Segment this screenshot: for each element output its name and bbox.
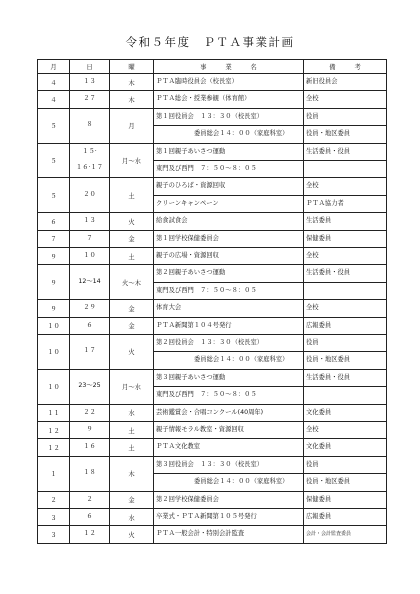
table-row bbox=[38, 508, 387, 525]
table-row bbox=[38, 74, 387, 91]
notes-line: 役員・地区委員 bbox=[304, 125, 386, 142]
cell-day bbox=[70, 91, 110, 108]
table-row bbox=[38, 178, 387, 213]
header-month: 月 bbox=[38, 60, 70, 74]
cell-notes bbox=[304, 300, 387, 317]
day-line: ２２ bbox=[83, 408, 96, 416]
cell-notes bbox=[304, 317, 387, 334]
cell-month: ５ bbox=[38, 178, 70, 213]
table-row bbox=[38, 491, 387, 508]
day-line: １３ bbox=[83, 217, 96, 225]
event-line: 東門及び西門 ７：５０〜８：０５ bbox=[154, 386, 303, 403]
cell-day bbox=[70, 108, 110, 143]
table-row bbox=[38, 91, 387, 108]
cell-day bbox=[70, 143, 110, 178]
notes-line: 生活委員 bbox=[306, 217, 332, 225]
event-line: 第１回役員会 １３：３０（校長室） bbox=[156, 112, 264, 120]
day-line: ２０ bbox=[83, 190, 96, 198]
cell-weekday: 土 bbox=[110, 247, 154, 264]
notes-line: 生活委員・役員 bbox=[306, 269, 351, 277]
cell-event bbox=[154, 526, 304, 543]
cell-weekday: 木 bbox=[110, 456, 154, 491]
notes-line: 役員 bbox=[306, 112, 319, 120]
notes-line: 全校 bbox=[306, 182, 319, 190]
cell-day bbox=[70, 491, 110, 508]
notes-line: 文化委員 bbox=[306, 443, 332, 451]
cell-day bbox=[70, 508, 110, 525]
header-row bbox=[38, 60, 387, 74]
notes-line: 役員 bbox=[306, 460, 319, 468]
day-line: ６ bbox=[86, 321, 93, 329]
notes-line: 保健委員 bbox=[306, 234, 332, 242]
notes-line: 文化委員 bbox=[306, 408, 332, 416]
event-line: 親子のひろば・資源回収 bbox=[156, 182, 226, 190]
cell-month: ５ bbox=[38, 143, 70, 178]
notes-line: 全校 bbox=[306, 304, 319, 312]
cell-weekday: 水 bbox=[110, 404, 154, 421]
event-line: ＰＴＡ文化教室 bbox=[156, 443, 201, 451]
day-line: 12〜14 bbox=[78, 277, 101, 285]
cell-notes bbox=[304, 230, 387, 247]
cell-event bbox=[154, 421, 304, 438]
table-row bbox=[38, 456, 387, 491]
event-line: 委員総会１４：００（家庭科室） bbox=[154, 351, 303, 368]
table-row bbox=[38, 300, 387, 317]
cell-weekday: 火〜木 bbox=[110, 265, 154, 300]
cell-month: ９ bbox=[38, 265, 70, 300]
cell-notes bbox=[304, 265, 387, 300]
header-weekday: 曜 bbox=[110, 60, 154, 74]
event-line: ＰＴＡ新聞第１０４号発行 bbox=[156, 321, 232, 329]
notes-line: 新旧役員会 bbox=[306, 78, 338, 85]
cell-month: ５ bbox=[38, 108, 70, 143]
notes-line: 全校 bbox=[306, 251, 319, 259]
cell-month: １２ bbox=[38, 439, 70, 456]
cell-day bbox=[70, 300, 110, 317]
day-line: １３ bbox=[83, 78, 96, 85]
cell-month: ４ bbox=[38, 74, 70, 91]
cell-notes bbox=[304, 491, 387, 508]
cell-notes bbox=[304, 404, 387, 421]
cell-weekday: 土 bbox=[110, 439, 154, 456]
table-row bbox=[38, 108, 387, 143]
day-line: ８ bbox=[86, 121, 93, 129]
day-line: １６·１７ bbox=[75, 164, 104, 172]
table-row bbox=[38, 369, 387, 404]
cell-month: ２ bbox=[38, 491, 70, 508]
table-row bbox=[38, 213, 387, 230]
cell-weekday: 火 bbox=[110, 213, 154, 230]
event-line: 卒業式・ＰＴＡ新聞第１０５号発行 bbox=[156, 512, 257, 520]
event-line: 第２回役員会 １３：３０（校長室） bbox=[156, 338, 264, 346]
cell-weekday: 金 bbox=[110, 317, 154, 334]
event-line: 第３回親子あいさつ運動 bbox=[156, 373, 226, 381]
event-line: ＰＴＡ一般会計・特別会計監査 bbox=[156, 530, 245, 538]
event-line: 親子情報モラル教室・資源回収 bbox=[156, 425, 244, 433]
day-line: １０ bbox=[83, 251, 96, 259]
cell-day bbox=[70, 439, 110, 456]
table-row bbox=[38, 404, 387, 421]
day-line: ２ bbox=[86, 495, 93, 503]
cell-day bbox=[70, 265, 110, 300]
notes-line: 全校 bbox=[306, 425, 319, 433]
cell-event bbox=[154, 439, 304, 456]
event-line: 第２回親子あいさつ運動 bbox=[156, 269, 226, 277]
cell-event bbox=[154, 508, 304, 525]
event-line: 第１回学校保健委員会 bbox=[156, 234, 219, 242]
day-line: １２ bbox=[83, 530, 96, 538]
table-row bbox=[38, 334, 387, 369]
cell-event bbox=[154, 230, 304, 247]
day-line: １６ bbox=[83, 443, 96, 451]
header-event: 事 業 名 bbox=[154, 60, 304, 74]
day-line: １８ bbox=[83, 469, 96, 477]
cell-notes bbox=[304, 74, 387, 91]
cell-notes bbox=[304, 178, 387, 213]
cell-month: １０ bbox=[38, 369, 70, 404]
cell-weekday: 金 bbox=[110, 230, 154, 247]
table-row bbox=[38, 230, 387, 247]
cell-event bbox=[154, 334, 304, 369]
cell-event bbox=[154, 404, 304, 421]
cell-weekday: 土 bbox=[110, 421, 154, 438]
cell-day bbox=[70, 213, 110, 230]
cell-notes bbox=[304, 334, 387, 369]
event-line: 委員総会１４：００（家庭科室） bbox=[154, 473, 303, 490]
cell-notes bbox=[304, 108, 387, 143]
cell-day bbox=[70, 421, 110, 438]
event-line: 体育大会 bbox=[156, 304, 182, 312]
cell-month: ３ bbox=[38, 508, 70, 525]
cell-notes bbox=[304, 91, 387, 108]
schedule-table bbox=[37, 59, 387, 544]
day-line: １７ bbox=[83, 347, 96, 355]
cell-event bbox=[154, 265, 304, 300]
cell-month: ９ bbox=[38, 247, 70, 264]
event-line: ＰＴＡ臨時役員会（校長室） bbox=[156, 78, 238, 85]
cell-day bbox=[70, 317, 110, 334]
cell-event bbox=[154, 143, 304, 178]
cell-month: ７ bbox=[38, 230, 70, 247]
table-row bbox=[38, 143, 387, 178]
cell-month: １０ bbox=[38, 334, 70, 369]
cell-event bbox=[154, 369, 304, 404]
notes-line bbox=[304, 160, 386, 177]
event-line: 東門及び西門 ７：５０〜８：０５ bbox=[154, 282, 303, 299]
header-notes: 備 考 bbox=[304, 60, 387, 74]
event-line: クリーンキャンペーン bbox=[154, 195, 303, 212]
event-line: 委員総会１４：００（家庭科室） bbox=[154, 125, 303, 142]
cell-notes bbox=[304, 369, 387, 404]
cell-weekday: 月〜水 bbox=[110, 369, 154, 404]
cell-day bbox=[70, 526, 110, 543]
cell-day bbox=[70, 334, 110, 369]
day-line: ９ bbox=[86, 425, 93, 433]
cell-event bbox=[154, 247, 304, 264]
cell-day bbox=[70, 230, 110, 247]
day-line: ２９ bbox=[83, 304, 96, 312]
cell-month: １１ bbox=[38, 404, 70, 421]
cell-day bbox=[70, 178, 110, 213]
cell-event bbox=[154, 317, 304, 334]
schedule-rows bbox=[38, 74, 387, 544]
cell-day bbox=[70, 404, 110, 421]
cell-event bbox=[154, 213, 304, 230]
cell-weekday: 月〜水 bbox=[110, 143, 154, 178]
cell-month: １ bbox=[38, 456, 70, 491]
cell-month: １０ bbox=[38, 317, 70, 334]
event-line: 親子の広場・資源回収 bbox=[156, 251, 219, 259]
day-line: ６ bbox=[86, 512, 93, 520]
day-line: ２７ bbox=[83, 95, 96, 103]
cell-month: １２ bbox=[38, 421, 70, 438]
notes-line: 会計・会計監査委員 bbox=[306, 531, 352, 538]
notes-line: 役員・地区委員 bbox=[304, 473, 386, 490]
cell-notes bbox=[304, 526, 387, 543]
notes-line: 広報委員 bbox=[306, 321, 332, 329]
cell-notes bbox=[304, 508, 387, 525]
cell-event bbox=[154, 74, 304, 91]
cell-day bbox=[70, 74, 110, 91]
day-line: １５· bbox=[82, 148, 97, 156]
page-title: 令和５年度 ＰＴＡ事業計画 bbox=[125, 35, 295, 49]
table-row bbox=[38, 317, 387, 334]
cell-weekday: 水 bbox=[110, 508, 154, 525]
cell-event bbox=[154, 91, 304, 108]
cell-notes bbox=[304, 213, 387, 230]
notes-line: 保健委員 bbox=[306, 495, 332, 503]
table-row bbox=[38, 526, 387, 543]
table-row bbox=[38, 439, 387, 456]
cell-event bbox=[154, 491, 304, 508]
cell-weekday: 金 bbox=[110, 491, 154, 508]
cell-event bbox=[154, 178, 304, 213]
cell-weekday: 木 bbox=[110, 91, 154, 108]
cell-weekday: 火 bbox=[110, 334, 154, 369]
cell-month: ６ bbox=[38, 213, 70, 230]
header-day: 日 bbox=[70, 60, 110, 74]
event-line: ＰＴＡ総会・授業参観（体育館） bbox=[156, 95, 251, 103]
cell-event bbox=[154, 300, 304, 317]
day-line: 23〜25 bbox=[78, 382, 101, 390]
cell-notes bbox=[304, 456, 387, 491]
day-line: ７ bbox=[86, 234, 93, 242]
cell-month: ４ bbox=[38, 91, 70, 108]
event-line: 第２回学校保健委員会 bbox=[156, 495, 219, 503]
notes-line: 生活委員・役員 bbox=[306, 373, 351, 381]
cell-weekday: 土 bbox=[110, 178, 154, 213]
cell-weekday: 月 bbox=[110, 108, 154, 143]
cell-notes bbox=[304, 421, 387, 438]
cell-day bbox=[70, 456, 110, 491]
notes-line: 役員・地区委員 bbox=[304, 351, 386, 368]
cell-notes bbox=[304, 247, 387, 264]
table-row bbox=[38, 265, 387, 300]
cell-event bbox=[154, 108, 304, 143]
notes-line: ＰＴＡ協力者 bbox=[304, 195, 386, 212]
cell-notes bbox=[304, 143, 387, 178]
notes-line: 広報委員 bbox=[306, 512, 332, 520]
table-row bbox=[38, 421, 387, 438]
event-line: 第１回親子あいさつ運動 bbox=[156, 147, 226, 155]
notes-line: 役員 bbox=[306, 338, 319, 346]
cell-month: ９ bbox=[38, 300, 70, 317]
notes-line: 全校 bbox=[306, 95, 319, 103]
cell-weekday: 木 bbox=[110, 74, 154, 91]
cell-day bbox=[70, 247, 110, 264]
notes-line bbox=[304, 282, 386, 299]
cell-event bbox=[154, 456, 304, 491]
cell-notes bbox=[304, 439, 387, 456]
cell-weekday: 火 bbox=[110, 526, 154, 543]
table-row bbox=[38, 247, 387, 264]
notes-line: 生活委員・役員 bbox=[306, 147, 351, 155]
cell-month: ３ bbox=[38, 526, 70, 543]
event-line: 給食試食会 bbox=[156, 217, 188, 225]
event-line: 東門及び西門 ７：５０〜８：０５ bbox=[154, 160, 303, 177]
event-line: 第３回役員会 １３：３０（校長室） bbox=[156, 460, 264, 468]
cell-day bbox=[70, 369, 110, 404]
cell-weekday: 金 bbox=[110, 300, 154, 317]
event-line: 芸術鑑賞会・合唱コンクール(40周年) bbox=[156, 408, 264, 416]
notes-line bbox=[304, 386, 386, 403]
